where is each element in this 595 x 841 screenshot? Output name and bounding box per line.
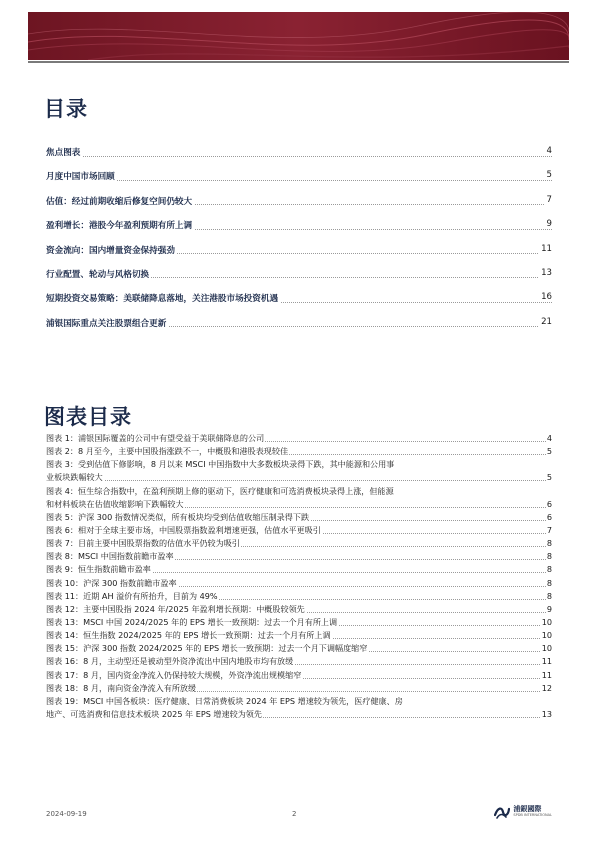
toc-entry[interactable] [46, 195, 552, 219]
dot-leader [46, 156, 552, 157]
toc-entry-page: 9 [546, 219, 552, 230]
figure-entry-line [46, 642, 552, 655]
dot-leader [46, 480, 552, 481]
figure-entry-line [46, 603, 552, 616]
spdb-logo-icon [494, 805, 510, 819]
figure-entry-line [46, 577, 552, 590]
figure-entry-page: 12 [541, 682, 552, 695]
figure-entry[interactable] [46, 655, 552, 668]
figure-entry-page: 7 [546, 524, 552, 537]
figure-entry-page: 10 [541, 642, 552, 655]
toc-entry-page: 5 [546, 170, 552, 181]
figure-entry-title: 图表 19：MSCI 中国各板块：医疗健康、日常消费板块 2024 年 EPS 增速较为领先，医疗健康、房 [46, 695, 403, 706]
figure-entry-page: 11 [541, 669, 552, 682]
figure-entry-line [46, 695, 552, 708]
toc-entry-page: 16 [541, 292, 552, 303]
figure-entry-title: 图表 14：恒生指数 2024/2025 年的 EPS 增长一致预期：过去一个月有所上调 [46, 630, 331, 641]
toc-entry-page: 21 [541, 316, 552, 327]
toc-entry[interactable] [46, 268, 552, 292]
banner-wave-decoration [28, 12, 569, 60]
figure-entry[interactable] [46, 432, 552, 445]
figure-entry-title: 和材料板块在估值收缩影响下跌幅较大 [46, 498, 184, 509]
figure-entry-page: 4 [546, 432, 552, 445]
figure-entry[interactable] [46, 682, 552, 695]
figure-entry-title: 图表 1：浦银国际覆盖的公司中有望受益于美联储降息的公司 [46, 433, 265, 443]
figure-entry[interactable] [46, 616, 552, 629]
header-rule [28, 61, 569, 63]
toc-entry-title: 盈利增长：港股今年盈利预期有所上调 [46, 221, 193, 232]
toc-entry-page: 4 [546, 146, 552, 156]
toc-entry[interactable] [46, 244, 552, 268]
toc-entry-page: 11 [541, 243, 552, 254]
figure-entry-page: 6 [546, 511, 552, 524]
figure-entry-page: 8 [546, 563, 552, 576]
figure-entry-line [46, 511, 552, 524]
figure-entry-line [46, 616, 552, 629]
toc-entry-page: 7 [546, 194, 552, 205]
figure-entry[interactable] [46, 485, 552, 511]
figure-entry[interactable] [46, 563, 552, 576]
figure-entry-title: 图表 13：MSCI 中国 2024/2025 年的 EPS 增长一致预期：过去一个月有所上调 [46, 616, 338, 627]
toc-entry[interactable] [46, 292, 552, 316]
toc-entry[interactable] [46, 317, 552, 341]
toc-heading: 目录 [44, 97, 88, 121]
figure-entry-title: 图表 4：恒生综合指数中，在盈利预期上修的驱动下，医疗健康和可选消费板块录得上涨，但能源 [46, 485, 394, 496]
toc-entry-title: 资金流向：国内增量资金保持强劲 [46, 245, 175, 256]
figure-entry-title: 图表 9：恒生指数前瞻市盈率 [46, 564, 151, 575]
figure-entry[interactable] [46, 458, 552, 484]
toc-entry[interactable] [46, 146, 552, 170]
toc-entry-title: 行业配置、轮动与风格切换 [46, 269, 150, 280]
figure-entry-title: 图表 15：沪深 300 指数 2024/2025 年的 EPS 增长一致预期：过去一个月下调幅度缩窄 [46, 643, 368, 654]
figure-entry-line [46, 590, 552, 603]
figure-entry-line [46, 432, 552, 445]
toc-list [46, 146, 552, 341]
figure-entry-line [46, 655, 552, 668]
figure-entry[interactable] [46, 550, 552, 563]
toc-entry-title: 估值：经过前期收缩后修复空间仍较大 [46, 196, 193, 207]
figure-entry-page: 8 [546, 537, 552, 550]
figure-entry[interactable] [46, 445, 552, 458]
figure-entry-page: 5 [546, 445, 552, 458]
figure-entry-page: 9 [546, 603, 552, 616]
figure-entry[interactable] [46, 603, 552, 616]
figure-entry[interactable] [46, 524, 552, 537]
figure-entry-title: 图表 5：沪深 300 指数情况类似，所有板块均受到估值收缩压制录得下跌 [46, 511, 310, 522]
company-logo [494, 805, 552, 819]
footer-page-number: 2 [292, 810, 297, 818]
toc-entry[interactable] [46, 170, 552, 194]
figure-entry-line [46, 458, 552, 471]
toc-entry-title: 短期投资交易策略：美联储降息落地，关注港股市场投资机遇 [46, 294, 279, 305]
figure-entry-line [46, 682, 552, 695]
toc-entry[interactable] [46, 219, 552, 243]
toc-entry-title: 焦点图表 [46, 148, 81, 158]
figure-entry-line [46, 708, 552, 721]
figure-entry[interactable] [46, 629, 552, 642]
footer-date: 2024-09-19 [46, 810, 87, 818]
figure-entry-line [46, 550, 552, 563]
figure-entry-line [46, 669, 552, 682]
figure-entry-title: 图表 8：MSCI 中国指数前瞻市盈率 [46, 551, 174, 562]
figure-entry-line [46, 629, 552, 642]
figure-entry-title: 图表 17：8 月，国内资金净流入仍保持较大规模，外资净流出规模缩窄 [46, 669, 302, 680]
toc-entry-title: 浦银国际重点关注股票组合更新 [46, 318, 167, 329]
page-footer [46, 797, 552, 817]
figure-entry-title: 图表 7：目前主要中国股票指数的估值水平仍较为吸引 [46, 538, 240, 549]
figure-entry-title: 地产、可选消费和信息技术板块 2025 年 EPS 增速较为领先 [46, 708, 262, 719]
figures-list [46, 432, 552, 721]
figure-entry-title: 图表 16：8 月，主动型还是被动型外资净流出中国内地股市均有放缓 [46, 656, 294, 667]
figure-entry-page: 5 [546, 471, 552, 484]
dot-leader [46, 180, 552, 181]
figure-entry[interactable] [46, 511, 552, 524]
figures-heading: 图表目录 [44, 405, 132, 429]
figure-entry-line [46, 498, 552, 511]
figure-entry-line [46, 537, 552, 550]
figure-entry[interactable] [46, 590, 552, 603]
figure-entry-page: 13 [541, 708, 552, 721]
figure-entry-title: 图表 18：8 月，南向资金净流入有所放缓 [46, 682, 197, 693]
figure-entry-title: 图表 12：主要中国股指 2024 年/2025 年盈利增长预期：中概股较领先 [46, 603, 305, 614]
figure-entry-page: 8 [546, 590, 552, 603]
figure-entry[interactable] [46, 669, 552, 682]
figure-entry-line [46, 563, 552, 576]
figure-entry-title: 图表 3：受到估值下修影响，8 月以来 MSCI 中国指数中大多数板块录得下跌，其中能源和公用事 [46, 459, 395, 470]
figure-entry-title: 图表 11：近期 AH 溢价有所抬升，目前为 49% [46, 590, 218, 601]
figure-entry-line [46, 524, 552, 537]
figure-entry-page: 6 [546, 498, 552, 511]
figure-entry-page: 8 [546, 550, 552, 563]
toc-entry-title: 月度中国市场回顾 [46, 172, 115, 183]
figure-entry[interactable] [46, 642, 552, 655]
figure-entry-line [46, 471, 552, 484]
figure-entry[interactable] [46, 537, 552, 550]
header-banner [28, 12, 569, 60]
figure-entry-title: 业板块跌幅较大 [46, 472, 103, 483]
figure-entry-page: 10 [541, 616, 552, 629]
figure-entry[interactable] [46, 577, 552, 590]
toc-entry-page: 13 [541, 267, 552, 278]
figure-entry-page: 11 [541, 655, 552, 668]
figure-entry-page: 10 [541, 629, 552, 642]
figure-entry[interactable] [46, 695, 552, 721]
logo-english-name: SPDB INTERNATIONAL [513, 813, 552, 818]
figure-entry-page: 8 [546, 577, 552, 590]
figure-entry-title: 图表 6：相对于全球主要市场，中国股票指数盈利增速更强，估值水平更吸引 [46, 524, 321, 535]
logo-chinese-name: 浦銀國際 [513, 805, 542, 814]
figure-entry-line [46, 445, 552, 458]
figure-entry-line [46, 485, 552, 498]
figure-entry-title: 图表 2：8 月至今，主要中国股指涨跌不一，中概股和港股表现较佳 [46, 446, 289, 457]
figure-entry-title: 图表 10：沪深 300 指数前瞻市盈率 [46, 577, 177, 588]
